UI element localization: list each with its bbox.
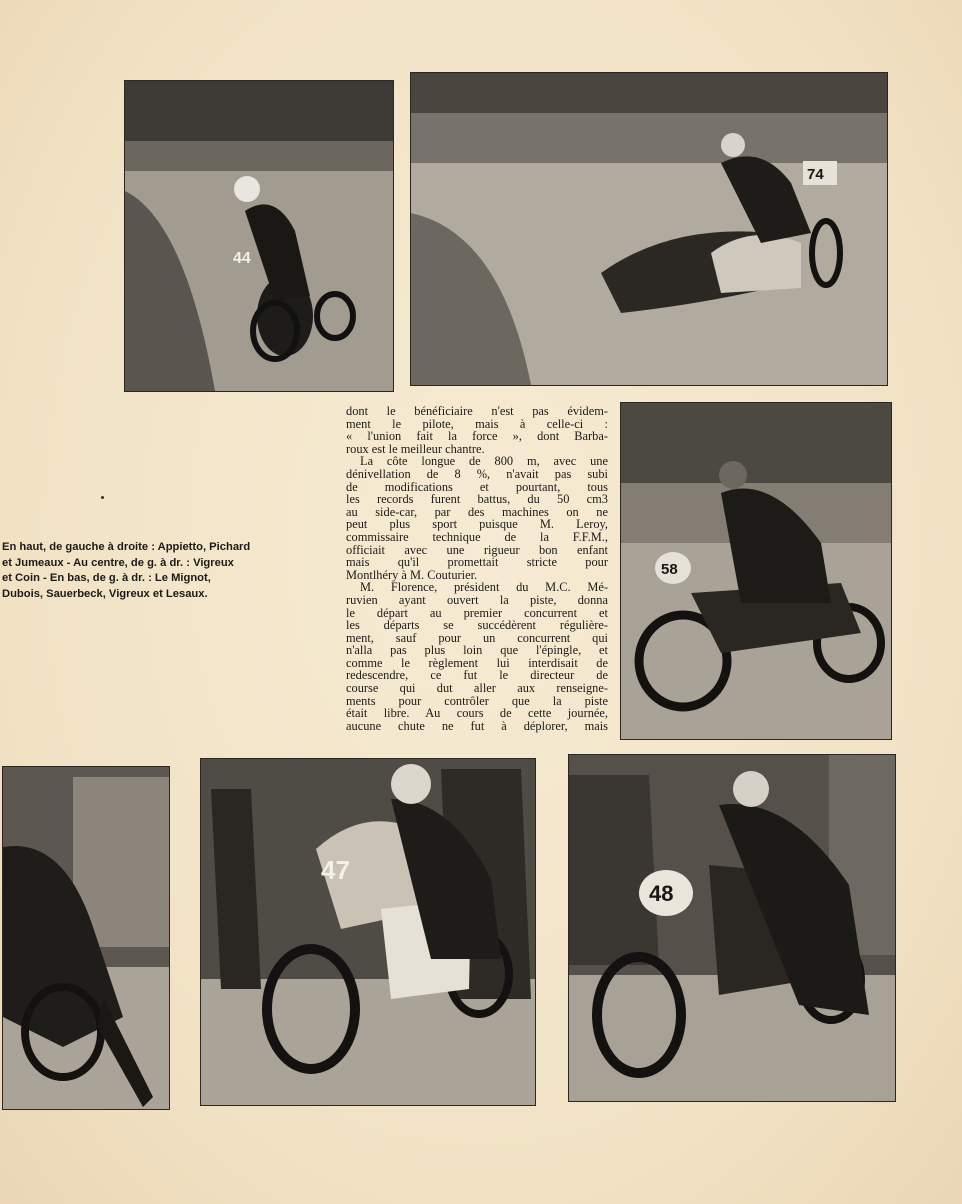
article-line: comme le règlement lui interdisait de [346, 655, 608, 670]
race-number-74: 74 [807, 166, 824, 183]
caption-line: et Coin - En bas, de g. à dr. : Le Mignot, [2, 572, 211, 584]
photo-sidecar-74 [410, 72, 888, 386]
article-line: M. Florence, président du M.C. Mé- [360, 580, 608, 595]
article-line: « l'union fait la force », dont Barba- [346, 429, 608, 444]
race-number-48: 48 [649, 881, 674, 906]
caption-line: En haut, de gauche à droite : Appietto, Pichard [2, 541, 251, 553]
article-line: au side-car, par des machines on ne [346, 504, 608, 519]
race-number-47: 47 [321, 855, 350, 885]
printed-dot [101, 496, 104, 499]
photo-caption [2, 540, 302, 602]
article-line: ruvien ayant ouvert la piste, donna [346, 592, 608, 607]
article-line: ment, sauf pour un concurrent qui [346, 630, 608, 645]
article-line: était libre. Au cours de cette journée, [346, 706, 608, 721]
article-line: n'alla pas plus loin que l'épingle, et [346, 643, 608, 658]
article-line: aucune chute ne fut à déplorer, mais [346, 718, 608, 733]
article-line: officiait avec une rigueur bon enfant [346, 542, 608, 557]
article-line: La côte longue de 800 m, avec une [360, 454, 608, 469]
article-line: le départ au premier concurrent et [346, 605, 608, 620]
article-line: mais qu'il promettait stricte pour [346, 555, 608, 570]
photo-rider-58 [620, 402, 892, 740]
article-column [346, 405, 608, 732]
article-line: ments pour contrôler que la piste [346, 693, 608, 708]
caption-line: et Jumeaux - Au centre, de g. à dr. : Vigreux [2, 556, 234, 569]
article-line: commissaire technique de la F.F.M., [346, 529, 608, 544]
article-line: les records furent battus, du 50 cm3 [346, 492, 608, 507]
race-number-58: 58 [661, 561, 678, 578]
photo-rider-48 [568, 754, 896, 1102]
article-line: peut plus sport puisque M. Leroy, [346, 517, 608, 532]
race-number-44: 44 [233, 250, 251, 267]
article-line: les départs se succédèrent régulière- [346, 618, 608, 633]
article-line: dont le bénéficiaire n'est pas évidem- [346, 404, 608, 418]
photo-rider-bottom-left [2, 766, 170, 1110]
article-line: roux est le meilleur chantre. [346, 441, 485, 456]
photo-rider-47 [200, 758, 536, 1106]
article-line: course qui dut aller aux renseigne- [346, 681, 608, 696]
article-line: Montlhéry à M. Couturier. [346, 567, 478, 582]
photo-rider-44 [124, 80, 394, 392]
article-line: de modifications et pourtant, tous [346, 479, 608, 494]
caption-line: Dubois, Sauerbeck, Vigreux et Lesaux. [2, 587, 208, 600]
article-line: redescendre, ce fut le directeur de [346, 668, 608, 683]
article-line: dénivellation de 8 %, n'avait pas subi [346, 466, 608, 481]
article-line: ment le pilote, mais à celle-ci : [346, 416, 608, 431]
